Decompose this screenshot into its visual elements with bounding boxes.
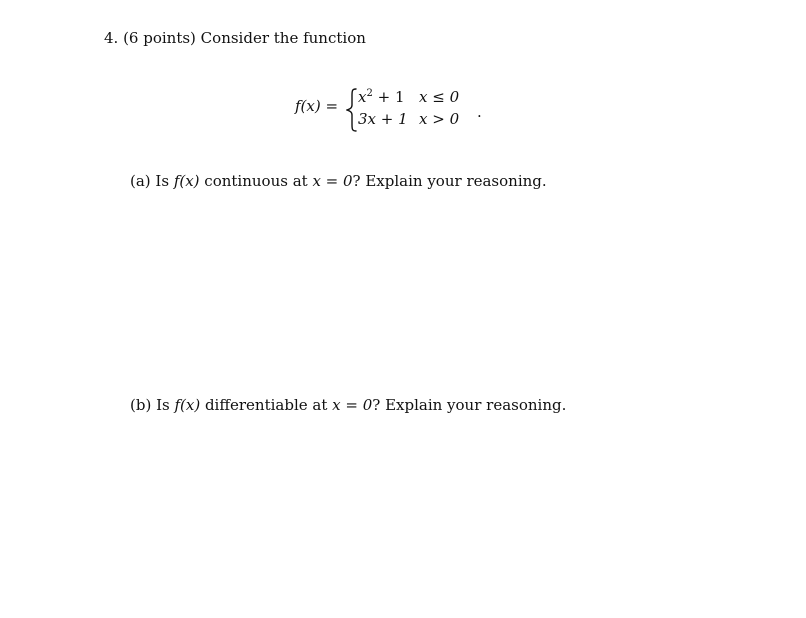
part-b-question — [130, 396, 566, 414]
piecewise-function — [295, 88, 485, 132]
function-lhs: f(x) = — [295, 97, 339, 115]
part-a-end: ? Explain your reasoning. — [352, 172, 547, 190]
part-a-question — [130, 172, 547, 190]
case-1-condition: x ≤ 0 — [419, 88, 460, 106]
case-2-condition: x > 0 — [419, 110, 460, 128]
part-b-function: f(x) — [174, 396, 201, 414]
part-a-point: x = 0 — [312, 172, 353, 190]
part-b-end: ? Explain your reasoning. — [372, 396, 567, 414]
case-1-base: x — [358, 88, 367, 106]
case-1-expression — [358, 88, 405, 106]
problem-heading: 4. (6 points) Consider the function — [104, 29, 366, 47]
part-b-point: x = 0 — [332, 396, 373, 414]
left-brace — [346, 88, 358, 132]
case-2-expression: 3x + 1 — [358, 110, 408, 128]
part-a-middle: continuous at — [199, 172, 313, 190]
part-b-middle: differentiable at — [200, 396, 333, 414]
case-1-exponent: 2 — [366, 88, 373, 99]
part-a-label: (a) Is — [130, 172, 174, 190]
part-b-label: (b) Is — [130, 396, 175, 414]
function-period: . — [477, 103, 482, 121]
case-1-rest: + 1 — [372, 88, 405, 106]
part-a-function: f(x) — [173, 172, 200, 190]
